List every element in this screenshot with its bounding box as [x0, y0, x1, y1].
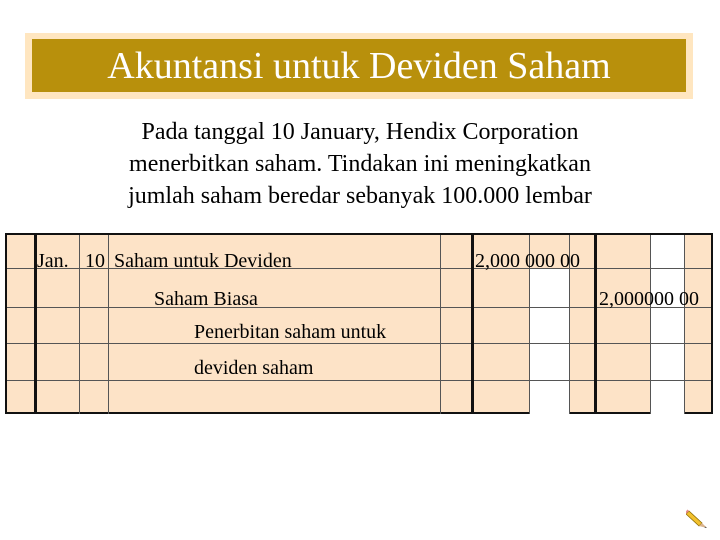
entry-day: 10 — [85, 250, 105, 272]
title-banner — [25, 33, 693, 99]
column-divider — [471, 235, 474, 414]
pencil-icon[interactable] — [686, 508, 712, 530]
journal-entry-table — [5, 233, 713, 414]
column-divider — [79, 235, 80, 414]
column-divider — [108, 235, 109, 414]
title-bar — [32, 39, 686, 92]
description-line: Pada tanggal 10 January, Hendix Corporation — [141, 119, 579, 145]
credit-amount: 2,000000 00 — [599, 288, 699, 310]
slide-title: Akuntansi untuk Deviden Saham — [107, 44, 611, 87]
description — [60, 116, 660, 212]
explanation-line: deviden saham — [194, 357, 314, 379]
entry-month: Jan. — [37, 250, 69, 272]
credit-amount-cell — [650, 235, 684, 414]
credit-account: Saham Biasa — [154, 288, 258, 310]
column-divider — [684, 235, 685, 414]
description-line: menerbitkan saham. Tindakan ini meningkatkan — [129, 151, 591, 177]
debit-amount: 2,000 000 00 — [475, 250, 580, 272]
row-divider — [7, 343, 711, 344]
column-divider — [440, 235, 441, 414]
column-divider — [594, 235, 597, 414]
explanation-line: Penerbitan saham untuk — [194, 321, 387, 343]
debit-account: Saham untuk Deviden — [114, 250, 292, 272]
credit-amount-cell — [529, 268, 569, 414]
row-divider — [7, 268, 711, 269]
row-divider — [7, 380, 711, 381]
column-divider — [650, 235, 651, 414]
description-line: jumlah saham beredar sebanyak 100.000 lembar — [128, 183, 592, 209]
